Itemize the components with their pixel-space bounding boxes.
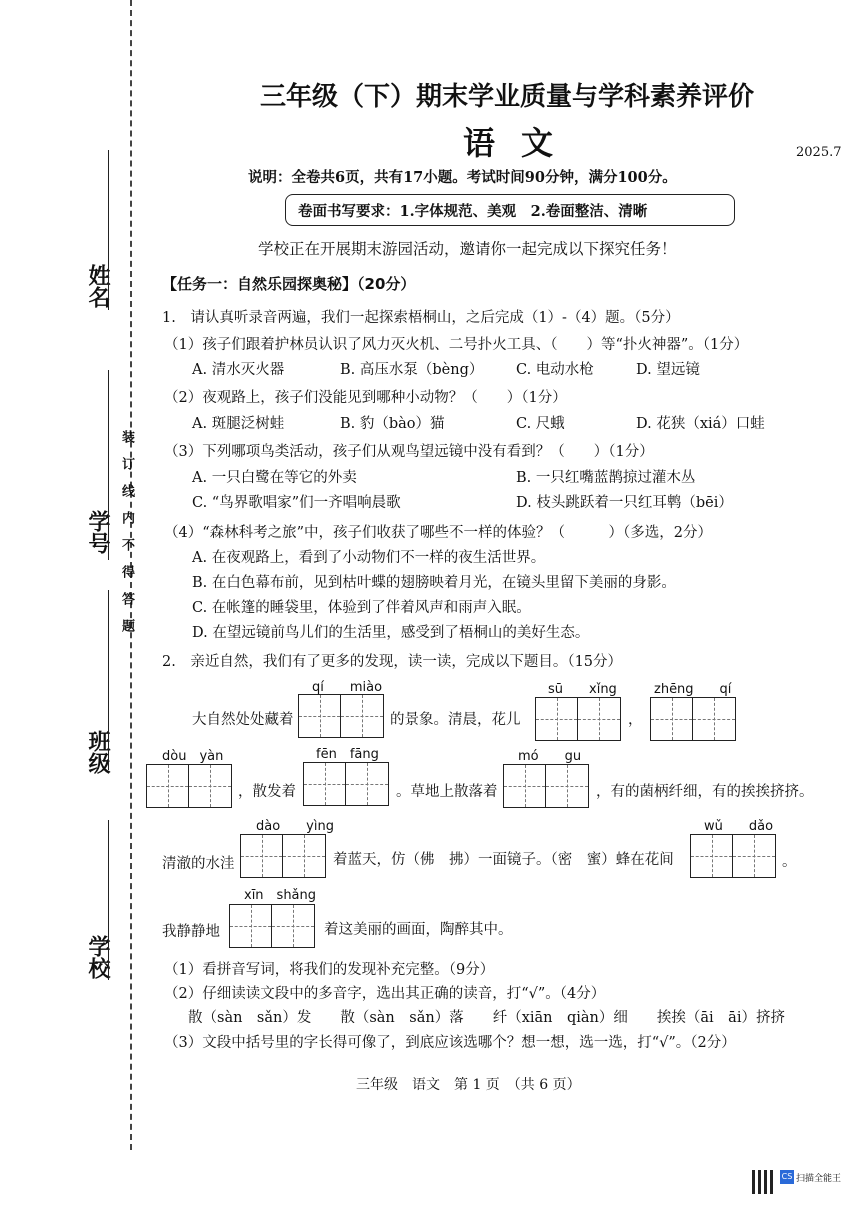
passage-text-6: ，有的菌柄纤细，有的挨挨挤挤。 (596, 784, 814, 800)
q1-1-stem: （1）孩子们跟着护林员认识了风力灭火机、二号扑火工具、（ ）等“扑火神器”。（1分） (164, 337, 749, 353)
student-number-write-line (108, 370, 109, 560)
task1-heading: 【任务一：自然乐园探奥秘】（20分） (162, 275, 416, 293)
class-write-line (108, 590, 109, 770)
camscanner-logo-icon: CS (780, 1170, 794, 1184)
scanner-label: 扫描全能王 (796, 1174, 842, 1184)
writing-requirement: 卷面书写要求：1.字体规范、美观 2.卷面整洁、清晰 (298, 203, 648, 220)
passage-text-5: 。草地上散落着 (396, 784, 498, 800)
q1-4-option-b: B. 在白色幕布前，见到枯叶蝶的翅膀映着月光，在镜头里留下美丽的身影。 (192, 575, 676, 591)
q1-1-option-a: A. 清水灭火器 (192, 362, 285, 378)
binding-seal-text: 装订线内不得答题 (119, 430, 134, 646)
passage-text-11: 着这美丽的画面，陶醉其中。 (324, 922, 513, 938)
pinyin-suxing: sū xǐng (548, 682, 617, 697)
pinyin-mogu: mó gu (518, 749, 582, 764)
q1-4-stem: （4）“森林科考之旅”中，孩子们收获了哪些不一样的体验？（ ）（多选，2分） (164, 525, 713, 541)
exam-date: 2025.7 (796, 145, 842, 160)
q2-2-options: 散（sàn sǎn）发 散（sàn sǎn）落 纤（xiān qiàn）细 挨挨（āi āi）挤挤 (188, 1010, 785, 1026)
student-number-label: 学号 (85, 510, 110, 554)
q1-stem: 1. 请认真听录音两遍，我们一起探索梧桐山，之后完成（1）-（4）题。（5分） (162, 310, 680, 326)
answer-box-zhengqi[interactable] (650, 697, 736, 741)
q1-2-option-b: B. 豹（bào）猫 (340, 416, 445, 432)
school-write-line (108, 820, 109, 980)
answer-box-suxing[interactable] (535, 697, 621, 741)
q1-3-option-d: D. 枝头跳跃着一只红耳鹎（bēi） (516, 495, 733, 511)
pinyin-daoying: dào yìng (256, 819, 334, 834)
answer-box-qimiao[interactable] (298, 694, 384, 738)
passage-text-10: 我静静地 (162, 924, 220, 940)
q1-4-option-d: D. 在望远镜前鸟儿们的生活里，感受到了梧桐山的美好生态。 (192, 625, 590, 641)
q1-4-option-c: C. 在帐篷的睡袋里，体验到了伴着风声和雨声入眠。 (192, 600, 531, 616)
school-label: 学校 (85, 935, 110, 979)
q1-1-option-c: C. 电动水枪 (516, 362, 594, 378)
class-label: 班级 (85, 730, 110, 774)
answer-box-daoying[interactable] (240, 834, 326, 878)
passage-text-4: ，散发着 (238, 784, 296, 800)
name-write-line (108, 150, 109, 310)
answer-box-xinshang[interactable] (229, 904, 315, 948)
q1-4-option-a: A. 在夜观路上，看到了小动物们不一样的夜生活世界。 (192, 550, 546, 566)
answer-box-douyan[interactable] (146, 764, 232, 808)
intro-text: 学校正在开展期末游园活动，邀请你一起完成以下探究任务！ (258, 240, 677, 258)
passage-text-7: 清澈的水洼 (162, 856, 235, 872)
q2-2-stem: （2）仔细读读文段中的多音字，选出其正确的读音，打“√”。（4分） (164, 986, 606, 1002)
q1-3-option-c: C. “鸟界歌唱家”们一齐唱响晨歌 (192, 495, 401, 511)
passage-text-8: 着蓝天，仿（佛 拂）一面镜子。（密 蜜）蜂在花间 (333, 852, 674, 868)
pinyin-zhengqi: zhēng qí (654, 682, 732, 697)
subject-title: 语文 (463, 124, 580, 162)
q1-3-option-b: B. 一只红嘴蓝鹊掠过灌木丛 (516, 470, 696, 486)
q2-1-stem: （1）看拼音写词，将我们的发现补充完整。（9分） (164, 962, 495, 978)
passage-text-9: 。 (782, 854, 797, 870)
pinyin-fenfang: fēn fāng (316, 747, 379, 762)
qr-code-icon (752, 1170, 776, 1194)
answer-box-mogu[interactable] (503, 764, 589, 808)
q1-1-option-b: B. 高压水泵（bèng） (340, 362, 484, 378)
pinyin-xinshang: xīn shǎng (244, 888, 317, 903)
q1-2-stem: （2）夜观路上，孩子们没能见到哪种小动物？（ ）（1分） (164, 390, 567, 406)
q1-2-option-d: D. 花狭（xiá）口蛙 (636, 416, 765, 432)
answer-box-wudao[interactable] (690, 834, 776, 878)
q1-2-option-a: A. 斑腿泛树蛙 (192, 416, 285, 432)
q1-3-option-a: A. 一只白鹭在等它的外卖 (192, 470, 357, 486)
name-label: 姓名 (85, 264, 110, 308)
passage-text-1: 大自然处处藏着 (192, 712, 294, 728)
page-footer: 三年级 语文 第 1 页 （共 6 页） (356, 1077, 581, 1093)
pinyin-wudao: wǔ dǎo (704, 819, 774, 834)
pinyin-qimiao: qí miào (312, 680, 383, 695)
q1-1-option-d: D. 望远镜 (636, 362, 700, 378)
q1-2-option-c: C. 尺蛾 (516, 416, 565, 432)
q2-3-stem: （3）文段中括号里的字长得可像了，到底应该选哪个？想一想，选一选，打“√”。（2分） (164, 1035, 736, 1051)
q2-stem: 2. 亲近自然，我们有了更多的发现，读一读，完成以下题目。（15分） (162, 654, 623, 670)
exam-note: 说明：全卷共6页，共有17小题。考试时间90分钟，满分100分。 (248, 169, 677, 186)
pinyin-douyan: dòu yàn (162, 749, 224, 764)
q1-3-stem: （3）下列哪项鸟类活动，孩子们从观鸟望远镜中没有看到？（ ）（1分） (164, 444, 654, 460)
passage-text-2: 的景象。清晨，花儿 (390, 712, 521, 728)
passage-text-3: ， (628, 712, 643, 728)
answer-box-fenfang[interactable] (303, 762, 389, 806)
exam-title: 三年级（下）期末学业质量与学科素养评价 (260, 82, 755, 112)
